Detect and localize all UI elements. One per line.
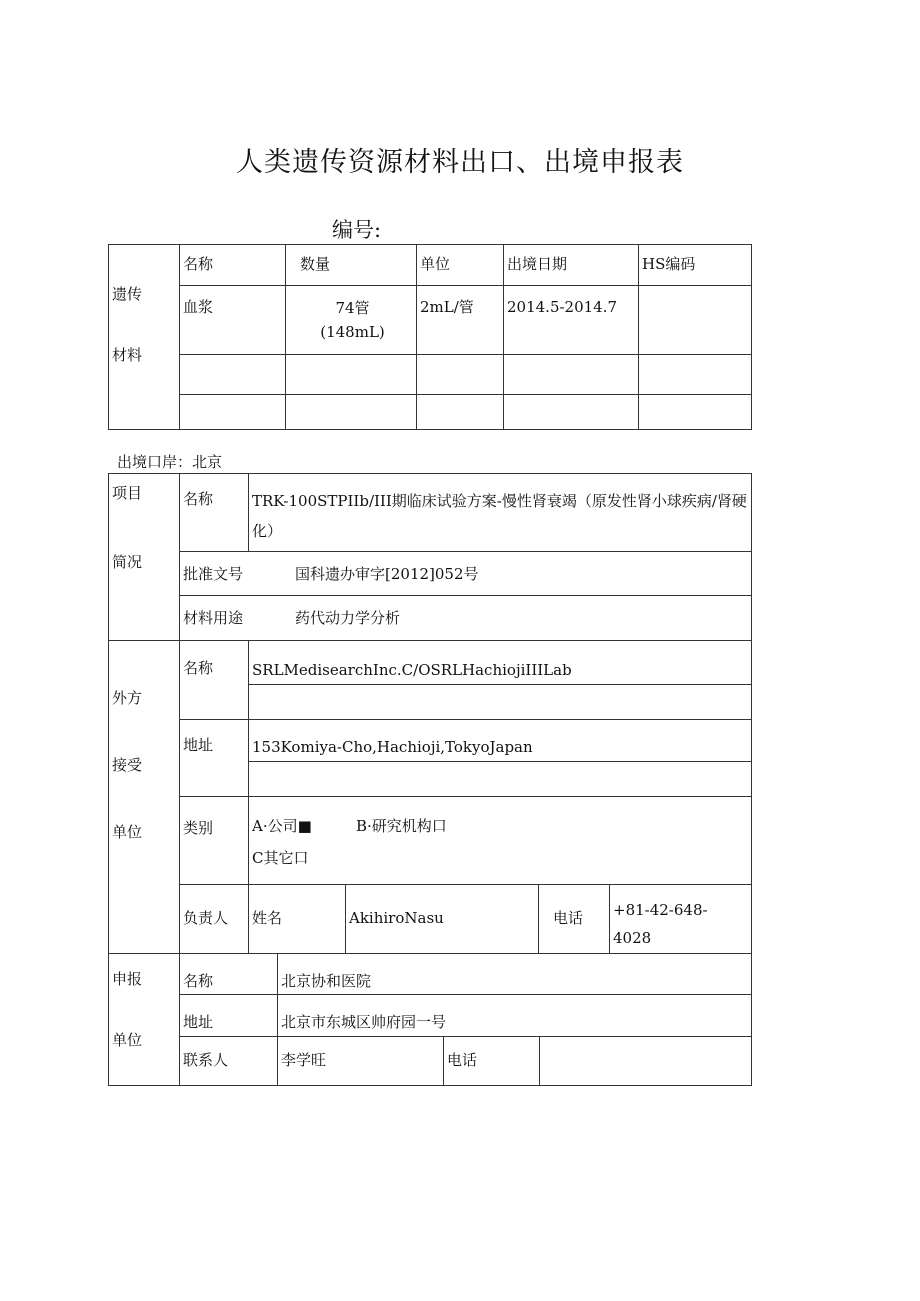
empty-cell — [249, 685, 752, 720]
applicant-name-label: 名称 — [180, 954, 278, 995]
foreign-address-label: 地址 — [180, 720, 249, 797]
empty-cell — [639, 355, 752, 395]
type-option-company: A·公司■ — [252, 817, 312, 835]
material-unit: 2mL/管 — [417, 286, 504, 355]
applicant-side-label: 申报 单位 — [109, 954, 180, 1086]
material-hs-code — [639, 286, 752, 355]
approval-value: 国科遗办审字[2012]052号 — [295, 565, 479, 583]
header-date: 出境日期 — [504, 245, 639, 286]
applicant-contact-value: 李学旺 — [278, 1036, 444, 1085]
project-name-label: 名称 — [180, 474, 249, 552]
foreign-name-value: SRLMedisearchInc.C/OSRLHachiojiIIILab — [249, 641, 752, 685]
material-quantity: 74管 (148mL) — [286, 286, 417, 355]
foreign-address-value: 153Komiya-Cho,Hachioji,TokyoJapan — [249, 720, 752, 762]
header-quantity: 数量 — [286, 245, 417, 286]
use-row — [180, 596, 752, 641]
header-unit: 单位 — [417, 245, 504, 286]
empty-cell — [180, 355, 286, 395]
applicant-table — [108, 953, 752, 1086]
applicant-name-value: 北京协和医院 — [278, 954, 752, 995]
person-label: 姓名 — [249, 885, 346, 954]
foreign-type-label: 类别 — [180, 797, 249, 885]
phone-label: 电话 — [539, 885, 610, 954]
page-title: 人类遗传资源材料出口、出境申报表 — [236, 147, 684, 178]
applicant-address-value: 北京市东城区帅府园一号 — [278, 995, 752, 1036]
approval-row — [180, 552, 752, 596]
material-name: 血浆 — [180, 286, 286, 355]
foreign-type-options — [249, 797, 752, 885]
project-name-value: TRK-100STPIIb/III期临床试验方案-慢性肾衰竭（原发性肾小球疾病/肾硬化） — [249, 474, 752, 552]
empty-cell — [180, 395, 286, 430]
empty-cell — [286, 395, 417, 430]
foreign-name-label: 名称 — [180, 641, 249, 720]
empty-cell — [639, 395, 752, 430]
project-table — [108, 473, 752, 954]
serial-number-label: 编号: — [332, 218, 382, 242]
empty-cell — [249, 762, 752, 797]
approval-label: 批准文号 — [183, 565, 244, 583]
applicant-phone-value — [540, 1036, 752, 1085]
empty-cell — [286, 355, 417, 395]
project-side-label: 项目 简况 — [109, 474, 180, 641]
empty-cell — [504, 355, 639, 395]
person-value: AkihiroNasu — [346, 885, 539, 954]
empty-cell — [504, 395, 639, 430]
materials-side-label: 遗传 材料 — [109, 245, 180, 430]
exit-port-line: 出境口岸：北京 — [117, 453, 223, 471]
material-date: 2014.5-2014.7 — [504, 286, 639, 355]
use-value: 药代动力学分析 — [295, 609, 401, 627]
header-hs-code: HS编码 — [639, 245, 752, 286]
materials-table — [108, 244, 752, 430]
type-option-institute: B·研究机构口 — [356, 817, 447, 835]
applicant-contact-label: 联系人 — [180, 1036, 278, 1085]
empty-cell — [417, 355, 504, 395]
empty-cell — [417, 395, 504, 430]
foreign-side-label: 外方 接受 单位 — [109, 641, 180, 954]
applicant-address-label: 地址 — [180, 995, 278, 1036]
use-label: 材料用途 — [183, 609, 244, 627]
header-name: 名称 — [180, 245, 286, 286]
contact-label: 负责人 — [180, 885, 249, 954]
phone-value: +81-42-648- 4028 — [610, 885, 752, 954]
type-option-other: C其它口 — [252, 848, 309, 867]
applicant-phone-label: 电话 — [444, 1036, 540, 1085]
